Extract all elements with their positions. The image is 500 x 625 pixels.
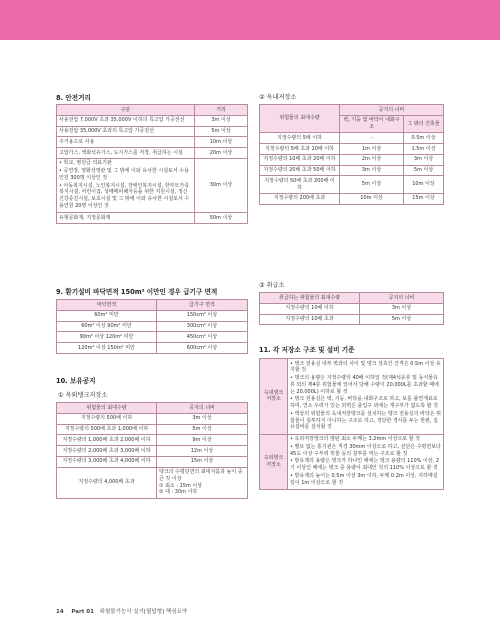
table-cell: 3m 이상 (360, 303, 444, 314)
list-item: • 학교, 병원급 의료기관 (59, 160, 112, 167)
table-cell: 지정수량의 10배 이하 (260, 303, 360, 314)
table-cell: 60m² 미만 (57, 310, 157, 321)
subsection-handling-facility: ③ 취급소 (259, 282, 285, 289)
table-cell: 지정수량의 50배 초과 200배 이하 (260, 176, 340, 194)
header-band (0, 0, 500, 40)
table-cell: 5m 이상 (195, 126, 248, 137)
subsection-outdoor-tank: ① 옥외탱크저장소 (58, 392, 108, 399)
header-division: 구분 (57, 105, 195, 116)
footer-part: Part 01 (71, 609, 94, 615)
table-row (260, 154, 444, 165)
table-cell: 30m 이상 (195, 158, 248, 212)
table-cell: 5m 이상 (360, 314, 444, 325)
page-number: 14 (56, 609, 64, 615)
table-cell: 3m 이상 (195, 115, 248, 126)
table-cell: 지정수량의 200배 초과 (260, 193, 340, 204)
table-cell: 10m 이상 (404, 176, 444, 194)
table-cell: 10m 이상 (340, 193, 404, 204)
section-10-title: 10. 보유공지 (56, 377, 96, 385)
table-cell: 15m 이상 (157, 456, 248, 467)
table-cell (288, 434, 444, 489)
handling-facility-table (259, 292, 444, 325)
table-cell: 사용전압 7,000V 초과 35,000V 이하의 특고압 가공전선 (57, 115, 195, 126)
table-row (260, 434, 444, 489)
table-cell: 지정수량의 1,000배 초과 2,000배 이하 (57, 435, 157, 446)
table-row (260, 176, 444, 194)
list-item: • 방유제의 용량은 탱크가 하나인 때에는 탱크 용량의 110% 이상, 2기 이상인 때에는 탱크 중 용량이 최대인 것의 110% 이상으로 할 것 (290, 458, 440, 471)
table-row (57, 456, 248, 467)
table-row (57, 115, 248, 126)
table-cell: 10m 이상 (195, 137, 248, 148)
table-cell (57, 158, 195, 212)
list-item: • 탱크의 용량은 지정수량의 40배 이하일 것(제4석유류 및 동식물유류 외의 제4류 위험물에 있어서 당해 수량이 20,000L를 초과할 때에는 20,000L) 이하로 할 것 (290, 375, 439, 395)
table-row (57, 424, 248, 435)
outdoor-tank-table (56, 402, 248, 499)
header-max-qty: 취급하는 위험물의 최대수량 (260, 293, 360, 304)
table-cell: 지정수량의 10배 초과 20배 이하 (260, 154, 340, 165)
table-cell: 300cm² 이상 (157, 321, 248, 332)
table-row (57, 435, 248, 446)
header-inlet-area: 급기구 면적 (157, 300, 248, 311)
table-cell: 탱크의 수평단면의 최대지름과 높이 중 큰 것 이상 ① 최소 : 15m 이상 ② 대 : 30m 이하 (157, 467, 248, 498)
table-row (57, 467, 248, 498)
table-cell: 5m 이상 (404, 165, 444, 176)
table-row (260, 359, 444, 435)
table-row (57, 332, 248, 343)
table-cell: 1.5m 이상 (404, 144, 444, 155)
table-cell: 지정수량의 20배 초과 50배 이하 (260, 165, 340, 176)
table-cell: 유형문화재, 지정문화재 (57, 213, 195, 224)
ventilation-table (56, 299, 248, 354)
list-item: • 공연장, 영화상영관 및 그 밖에 이와 유사한 시설로서 수용인원 300명 이상인 것 (59, 168, 189, 181)
table-cell: 지정수량의 5배 초과 10배 이하 (260, 144, 340, 155)
header-max-qty: 위험물의 최대수량 (260, 105, 340, 133)
table-cell: 150cm² 이상 (157, 310, 248, 321)
table-cell: 0.5m 이상 (404, 133, 444, 144)
table-row (57, 126, 248, 137)
table-cell: 3m 이상 (404, 154, 444, 165)
table-cell: 3m 이상 (340, 165, 404, 176)
table-row (260, 165, 444, 176)
table-row (260, 193, 444, 204)
table-cell: 9m 이상 (157, 435, 248, 446)
section-8-title: 8. 안전거리 (56, 94, 91, 102)
table-row (57, 446, 248, 457)
row-label-outdoor-tank: 옥외탱크 저장소 (260, 434, 288, 489)
table-cell: 5m 이상 (340, 176, 404, 194)
subsection-indoor-storage: ② 옥내저장소 (259, 94, 297, 101)
table-row (57, 413, 248, 424)
list-item: • 옥외저장탱크의 옆판 최소 두께는 3.2mm 이상으로 할 것 (290, 436, 420, 442)
list-item: • 아동복지시설, 노인복지시설, 장애인복지시설, 한부모가족복지시설, 어린이집, 성매매피해자등을 위한 지원시설, 정신건강증진시설, 보호시설 및 그 밖에 이와 유사한 시설로서 수용인원 20명 이상인 것 (59, 182, 190, 209)
table-cell: 지정수량의 2,000배 초과 3,000배 이하 (57, 446, 157, 457)
list-item: • 탱크 전용실 내부 벽과의 사이 및 탱크 상호간 간격은 0.5m 이상 유지할 것 (290, 360, 441, 374)
table-row (260, 133, 444, 144)
table-row (57, 148, 248, 159)
table-cell: 15m 이상 (404, 193, 444, 204)
header-floor-area: 바닥면적 (57, 300, 157, 311)
indoor-storage-table (259, 104, 444, 205)
table-cell: 지정수량의 500배 초과 1,000배 이하 (57, 424, 157, 435)
table-row (260, 303, 444, 314)
table-row (260, 314, 444, 325)
storage-structure-table (259, 358, 444, 490)
table-row (57, 213, 248, 224)
table-cell: 사용전압 35,000V 초과의 특고압 가공전선 (57, 126, 195, 137)
row-label-indoor-tank: 옥내탱크 저장소 (260, 359, 288, 435)
table-cell (288, 359, 444, 435)
table-cell: 지정수량의 500배 이하 (57, 413, 157, 424)
page-footer (56, 607, 187, 615)
table-cell: 지정수량의 10배 초과 (260, 314, 360, 325)
table-cell: 지정수량의 4,000배 초과 (57, 467, 157, 498)
table-cell: 60m² 이상 90m² 미만 (57, 321, 157, 332)
table-cell: 3m 이상 (157, 413, 248, 424)
table-cell: 120m² 이상 150m² 미만 (57, 343, 157, 354)
table-cell: 고압가스, 액화석유가스, 도시가스를 저장, 취급하는 시설 (57, 148, 195, 159)
table-cell: 주거용으로 사용 (57, 137, 195, 148)
table-cell: 450cm² 이상 (157, 332, 248, 343)
header-width: 공지의 너비 (360, 293, 444, 304)
header-width: 공지의 너비 (340, 105, 444, 116)
header-width: 공지의 너비 (157, 403, 248, 414)
table-cell: 20m 이상 (195, 148, 248, 159)
table-row (57, 158, 248, 212)
safety-distance-table (56, 104, 248, 224)
list-item: • 탱크 전용실은 벽, 기둥, 바닥을 내화구조로 하고, 보를 불연재료로 하며, 연소 우려가 있는 외벽은 출입구 외에는 개구부가 없도록 할 것 (290, 396, 438, 409)
table-row (57, 321, 248, 332)
table-cell: 지정수량의 5배 이하 (260, 133, 340, 144)
header-max-qty: 위험물의 최대수량 (57, 403, 157, 414)
table-cell: 90m² 이상 120m² 미만 (57, 332, 157, 343)
table-cell: 50m 이상 (195, 213, 248, 224)
table-cell: 600cm² 이상 (157, 343, 248, 354)
table-row (57, 137, 248, 148)
table-row (260, 144, 444, 155)
table-cell: 2m 이상 (340, 154, 404, 165)
header-fireproof: 벽, 기둥 및 바닥이 내화구조 (340, 115, 404, 133)
list-item: • 액상의 위험물의 옥내저장탱크를 설치하는 탱크 전용실의 바닥은 위험물이 침투하지 아니하는 구조로 하고, 적당한 경사를 두는 한편, 집유설비를 설치할 것 (290, 410, 441, 431)
list-item: • 방유제의 높이는 0.5m 이상 3m 이하, 두께 0.2m 이상, 지하매설깊이 1m 이상으로 할 것 (290, 472, 438, 486)
list-item: • 밸브 없는 통기관은 직경 30mm 이상으로 하고, 선단은 수평면보다 45도 이상 구부려 빗물 등의 침투를 막는 구조로 할 것 (290, 443, 441, 457)
table-row (57, 310, 248, 321)
table-row (57, 343, 248, 354)
header-distance: 거리 (195, 105, 248, 116)
table-cell: 1m 이상 (340, 144, 404, 155)
footer-title: 위험물기능사 실기[필답형] 핵심요약 (99, 609, 188, 615)
table-cell: 5m 이상 (157, 424, 248, 435)
header-other: 그 밖의 건축물 (404, 115, 444, 133)
table-cell: 12m 이상 (157, 446, 248, 457)
table-cell: - (340, 133, 404, 144)
section-9-title: 9. 환기설비 바닥면적 150m² 이만인 경우 급기구 면적 (56, 288, 218, 296)
table-cell: 지정수량의 3,000배 초과 4,000배 이하 (57, 456, 157, 467)
section-11-title: 11. 각 저장소 구조 및 설비 기준 (259, 346, 355, 354)
